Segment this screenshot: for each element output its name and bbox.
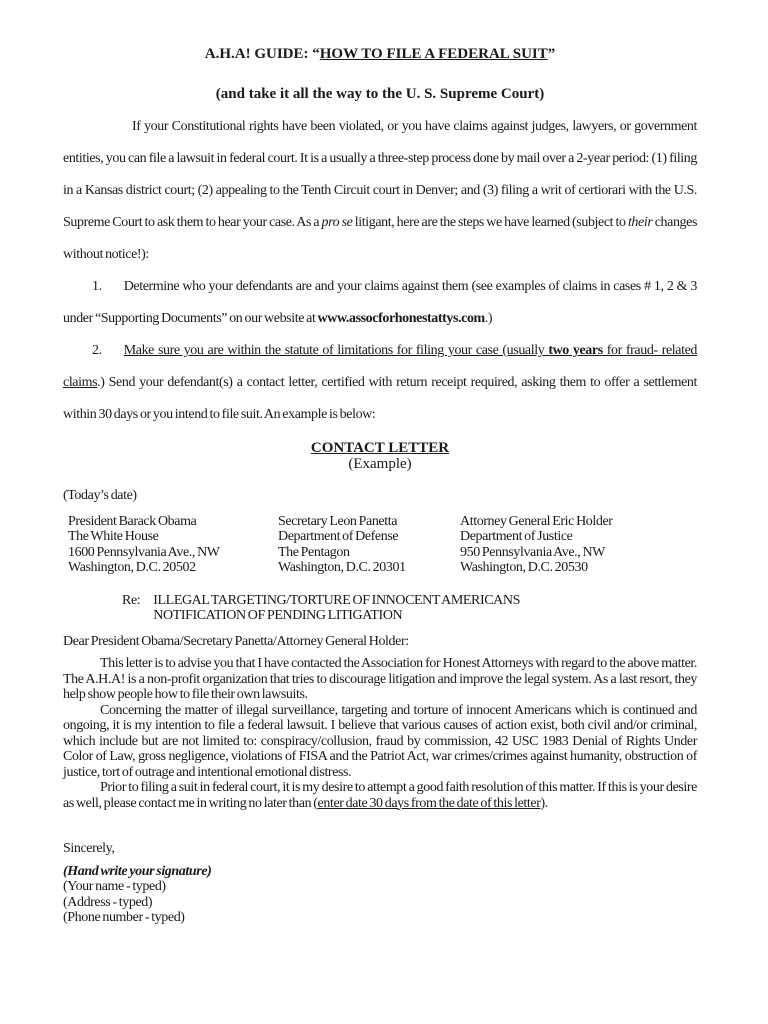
page-title bbox=[63, 46, 697, 62]
item-2-underline-1: Make sure you are within the statute of limitations for filing your case (usually bbox=[123, 343, 549, 358]
address-line: Washington, D.C. 20502 bbox=[68, 560, 196, 575]
item-2-number: 2. bbox=[92, 343, 102, 358]
item-1-text: Determine who your defendants are and your claims against them (see examples of claims in cases # 1, 2 & 3 under “Supporting Documents” on our website at bbox=[63, 279, 697, 326]
list-item-1 bbox=[63, 271, 697, 335]
address-line: Washington, D.C. 20301 bbox=[278, 560, 406, 575]
title-prefix: A.H.A! GUIDE: “ bbox=[204, 46, 320, 62]
guide-section bbox=[63, 111, 697, 431]
re-subject-block bbox=[122, 593, 697, 624]
address-holder bbox=[460, 514, 697, 576]
their-italic: their bbox=[627, 215, 653, 230]
address-line: The Pentagon bbox=[278, 544, 350, 560]
website-text: www.assocforhonestattys.com bbox=[317, 311, 485, 326]
item-1-text-end: .) bbox=[484, 311, 493, 326]
item-1-number: 1. bbox=[92, 279, 102, 294]
intro-text-3: changes without notice!): bbox=[63, 215, 698, 262]
address-line: President Barack Obama bbox=[68, 513, 197, 529]
re-subject-line-1: ILLEGAL TARGETING/TORTURE OF INNOCENT AMERICANS bbox=[153, 592, 520, 608]
list-item-2 bbox=[63, 335, 697, 431]
contact-letter-heading bbox=[63, 440, 697, 472]
signature-address-line: (Address - typed) bbox=[63, 894, 153, 910]
date-line: (Today’s date) bbox=[63, 488, 137, 503]
title-suffix: ” bbox=[547, 46, 556, 62]
signature-phone-line: (Phone number - typed) bbox=[63, 910, 185, 925]
enter-date-underlined: (enter date 30 days from the date of this letter) bbox=[313, 795, 545, 811]
address-line: Department of Justice bbox=[460, 529, 573, 544]
re-subject-line-2: NOTIFICATION OF PENDING LITIGATION bbox=[153, 608, 403, 623]
letter-paragraph-3 bbox=[63, 780, 697, 811]
intro-text-2: litigant, here are the steps we have learned (subject to bbox=[352, 215, 628, 230]
page-subtitle: (and take it all the way to the U. S. Supreme Court) bbox=[215, 86, 545, 102]
intro-paragraph bbox=[63, 111, 697, 271]
address-line: 950 Pennsylvania Ave., NW bbox=[460, 544, 605, 560]
paragraph-3-text: Prior to filing a suit in federal court, it is my desire to attempt a good faith resolution of this matter. If this is your desire as well, please contact me in writing no later than bbox=[63, 780, 697, 811]
example-label: (Example) bbox=[348, 456, 412, 472]
salutation: Dear President Obama/Secretary Panetta/Attorney General Holder: bbox=[63, 633, 409, 649]
closing-sincerely: Sincerely, bbox=[63, 841, 115, 856]
contact-letter-title: CONTACT LETTER bbox=[310, 440, 450, 456]
letter-body bbox=[63, 656, 697, 811]
address-line: Attorney General Eric Holder bbox=[460, 513, 613, 529]
re-label: Re: bbox=[122, 592, 141, 608]
address-panetta bbox=[278, 514, 460, 576]
signature-name-line: (Your name - typed) bbox=[63, 879, 166, 894]
recipient-addresses bbox=[63, 514, 697, 576]
address-line: Department of Defense bbox=[278, 529, 399, 544]
letter-paragraph-1: This letter is to advise you that I have contacted the Association for Honest Attorneys with regard to the above matter. The A.H.A! is a non-profit organization that tries to discourage litigation and improve the legal system. As a last resort, they help show people how to file their own lawsuits. bbox=[63, 656, 697, 702]
item-2-text-end: .) Send your defendant(s) a contact letter, certified with return receipt required, asking them to offer a settlement within 30 days or you intend to file suit. An example is below: bbox=[63, 375, 697, 422]
signature-handwrite-line: (Hand write your signature) bbox=[63, 863, 212, 879]
address-line: The White House bbox=[68, 529, 159, 544]
address-line: Washington, D.C. 20530 bbox=[460, 560, 588, 575]
address-line: Secretary Leon Panetta bbox=[278, 513, 398, 529]
letter-paragraph-2: Concerning the matter of illegal surveillance, targeting and torture of innocent Americans which is continued and ongoing, it is my intention to file a federal lawsuit. I believe that various causes of action exist, both civil and/or criminal, which include but are not limited to: conspiracy/collusion, fraud by commission, 42 USC 1983 Denial of Rights Under Color of Law, gross negligence, violations of FISA and the Patriot Act, war crimes/crimes against humanity, obstruction of justice, tort of outrage and intentional emotional distress. bbox=[63, 702, 697, 780]
signature-block bbox=[63, 864, 697, 926]
pro-se-italic: pro se bbox=[321, 215, 353, 230]
paragraph-3-period: . bbox=[544, 795, 548, 811]
title-underlined-text: HOW TO FILE A FEDERAL SUIT bbox=[319, 46, 548, 62]
two-years-bold: two years bbox=[548, 343, 603, 358]
re-subject-lines bbox=[153, 593, 520, 624]
intro-text-1: If your Constitutional rights have been violated, or you have claims against judges, lawyers, or government entities, you can file a lawsuit in federal court. It is a usually a three-step process done by mail over a 2-year period: (1) filing in a Kansas district court; (2) appealing to the Tenth Circuit court in Denver; and (3) filing a writ of certiorari with the U.S. Supreme Court to ask them to hear your case. As a bbox=[63, 119, 697, 230]
letter-section bbox=[63, 488, 697, 926]
item-2-underline-2: for fraud- related claims bbox=[63, 343, 697, 390]
address-obama bbox=[63, 514, 278, 576]
address-line: 1600 Pennsylvania Ave., NW bbox=[68, 544, 220, 560]
